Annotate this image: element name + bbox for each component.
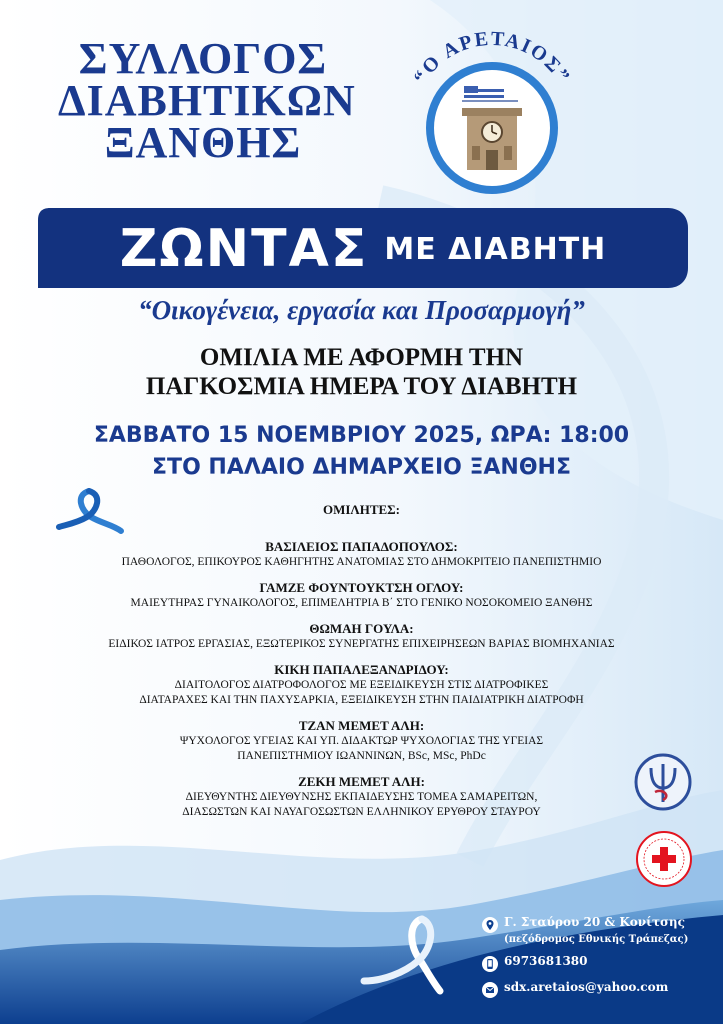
- red-cross-emblem-icon: [635, 830, 693, 888]
- speaker-item: [0, 620, 723, 652]
- logo-arc-text: “Ο ΑΡΕΤΑΙΟΣ”: [409, 28, 575, 88]
- address-row: [482, 915, 717, 933]
- organization-line-3: ΞΑΝΘΗΣ: [104, 118, 302, 167]
- speaker-name: ΘΩΜΑΗ ΓΟΥΛΑ:: [309, 621, 414, 636]
- event-datetime: [0, 420, 723, 484]
- banner-title-sub: ΜΕ ΔΙΑΒΗΤΗ: [384, 231, 607, 267]
- contact-info: [482, 915, 717, 998]
- speaker-name: ΚΙΚΗ ΠΑΠΑΛΕΞΑΝΔΡΙΔΟΥ:: [274, 662, 449, 677]
- speaker-role: ΨΥΧΟΛΟΓΟΣ ΥΓΕΙΑΣ ΚΑΙ ΥΠ. ΔΙΔΑΚΤΩΡ ΨΥΧΟΛΟΓΙΑΣ ΤΗΣ ΥΓΕΙΑΣ: [179, 735, 544, 747]
- speaker-role-continued: ΠΑΝΕΠΙΣΤΗΜΙΟΥ ΙΩΑΝΝΙΝΩΝ, BSc, MSc, PhDc: [237, 750, 486, 762]
- address-note: (πεζόδρομος Εθνικής Τράπεζας): [504, 934, 689, 945]
- location-pin-icon: [482, 917, 498, 933]
- speaker-role: ΠΑΘΟΛΟΓΟΣ, ΕΠΙΚΟΥΡΟΣ ΚΑΘΗΓΗΤΗΣ ΑΝΑΤΟΜΙΑΣ ΣΤΟ ΔΗΜΟΚΡΙΤΕΙΟ ΠΑΝΕΠΙΣΤΗΜΙΟ: [121, 556, 602, 568]
- speaker-role: ΕΙΔΙΚΟΣ ΙΑΤΡΟΣ ΕΡΓΑΣΙΑΣ, ΕΞΩΤΕΡΙΚΟΣ ΣΥΝΕΡΓΑΤΗΣ ΕΠΙΧΕΙΡΗΣΕΩΝ ΒΑΡΙΑΣ ΒΙΟΜΗΧΑΝΙΑΣ: [108, 638, 615, 650]
- event-date-line: ΣΑΒΒΑΤΟ 15 ΝΟΕΜΒΡΙΟΥ 2025, ΩΡΑ: 18:00: [93, 423, 630, 448]
- speaker-item: [0, 773, 723, 820]
- speaker-role-continued: ΔΙΑΤΑΡΑΧΕΣ ΚΑΙ ΤΗΝ ΠΑΧΥΣΑΡΚΙΑ, ΕΞΕΙΔΙΚΕΥΣΗ ΣΤΗΝ ΠΑΙΔΙΑΤΡΙΚΗ ΔΙΑΤΡΟΦΗ: [139, 694, 584, 706]
- address-text: Γ. Σταύρου 20 & Κονίτσης: [504, 915, 685, 929]
- aretaios-logo: [392, 28, 592, 198]
- organization-name: [58, 34, 356, 167]
- banner-title-main: ΖΩΝΤΑΣ: [119, 219, 369, 279]
- email-icon: [482, 982, 498, 998]
- speaker-item: [0, 538, 723, 570]
- talk-heading: [0, 343, 723, 401]
- speaker-name: ΓΑΜΖΕ ΦΟΥΝΤΟΥΚΤΣΗ ΟΓΛΟΥ:: [259, 580, 464, 595]
- organization-line-2: ΔΙΑΒΗΤΙΚΩΝ: [58, 76, 356, 125]
- banner-title: [38, 212, 688, 286]
- email-row: [482, 980, 717, 998]
- speaker-item: [0, 661, 723, 708]
- speaker-role: ΜΑΙΕΥΤΗΡΑΣ ΓΥΝΑΙΚΟΛΟΓΟΣ, ΕΠΙΜΕΛΗΤΡΙΑ Β΄ ΣΤΟ ΓΕΝΙΚΟ ΝΟΣΟΚΟΜΕΙΟ ΞΑΝΘΗΣ: [130, 597, 593, 609]
- speaker-item: [0, 579, 723, 611]
- speaker-role: ΔΙΑΙΤΟΛΟΓΟΣ ΔΙΑΤΡΟΦΟΛΟΓΟΣ ΜΕ ΕΞΕΙΔΙΚΕΥΣΗ ΣΤΙΣ ΔΙΑΤΡΟΦΙΚΕΣ: [174, 679, 549, 691]
- phone-number[interactable]: 6973681380: [504, 954, 588, 968]
- speaker-role-continued: ΔΙΑΣΩΣΤΩΝ ΚΑΙ ΝΑΥΑΓΟΣΩΣΤΩΝ ΕΛΛΗΝΙΚΟΥ ΕΡΥΘΡΟΥ ΣΤΑΥΡΟΥ: [182, 806, 541, 818]
- speaker-item: [0, 717, 723, 764]
- talk-line-1: ΟΜΙΛΙΑ ΜΕ ΑΦΟΡΜΗ ΤΗΝ: [199, 344, 524, 371]
- email-address[interactable]: sdx.aretaios@yahoo.com: [504, 980, 669, 994]
- speaker-name: ΒΑΣΙΛΕΙΟΣ ΠΑΠΑΔΟΠΟΥΛΟΣ:: [265, 539, 458, 554]
- speaker-name: ΖΕΚΗ ΜΕΜΕΤ ΑΛΗ:: [298, 774, 425, 789]
- event-subtitle: “Οικογένεια, εργασία και Προσαρμογή”: [138, 295, 585, 325]
- organization-line-1: ΣΥΛΛΟΓΟΣ: [78, 34, 328, 83]
- psychology-emblem-icon: [633, 752, 693, 812]
- speaker-role: ΔΙΕΥΘΥΝΤΗΣ ΔΙΕΥΘΥΝΣΗΣ ΕΚΠΑΙΔΕΥΣΗΣ ΤΟΜΕΑ ΣΑΜΑΡΕΙΤΩΝ,: [185, 791, 538, 803]
- awareness-ribbon-large-icon: [360, 915, 455, 995]
- speakers-heading: ΟΜΙΛΗΤΕΣ:: [322, 502, 401, 517]
- event-place-line: ΣΤΟ ΠΑΛΑΙΟ ΔΗΜΑΡΧΕΙΟ ΞΑΝΘΗΣ: [152, 455, 571, 480]
- phone-icon: [482, 956, 498, 972]
- talk-line-2: ΠΑΓΚΟΣΜΙΑ ΗΜΕΡΑ ΤΟΥ ΔΙΑΒΗΤΗ: [145, 373, 578, 400]
- speakers-list: [0, 538, 723, 829]
- phone-row: [482, 954, 717, 972]
- speaker-name: ΤΖΑΝ ΜΕΜΕΤ ΑΛΗ:: [298, 718, 425, 733]
